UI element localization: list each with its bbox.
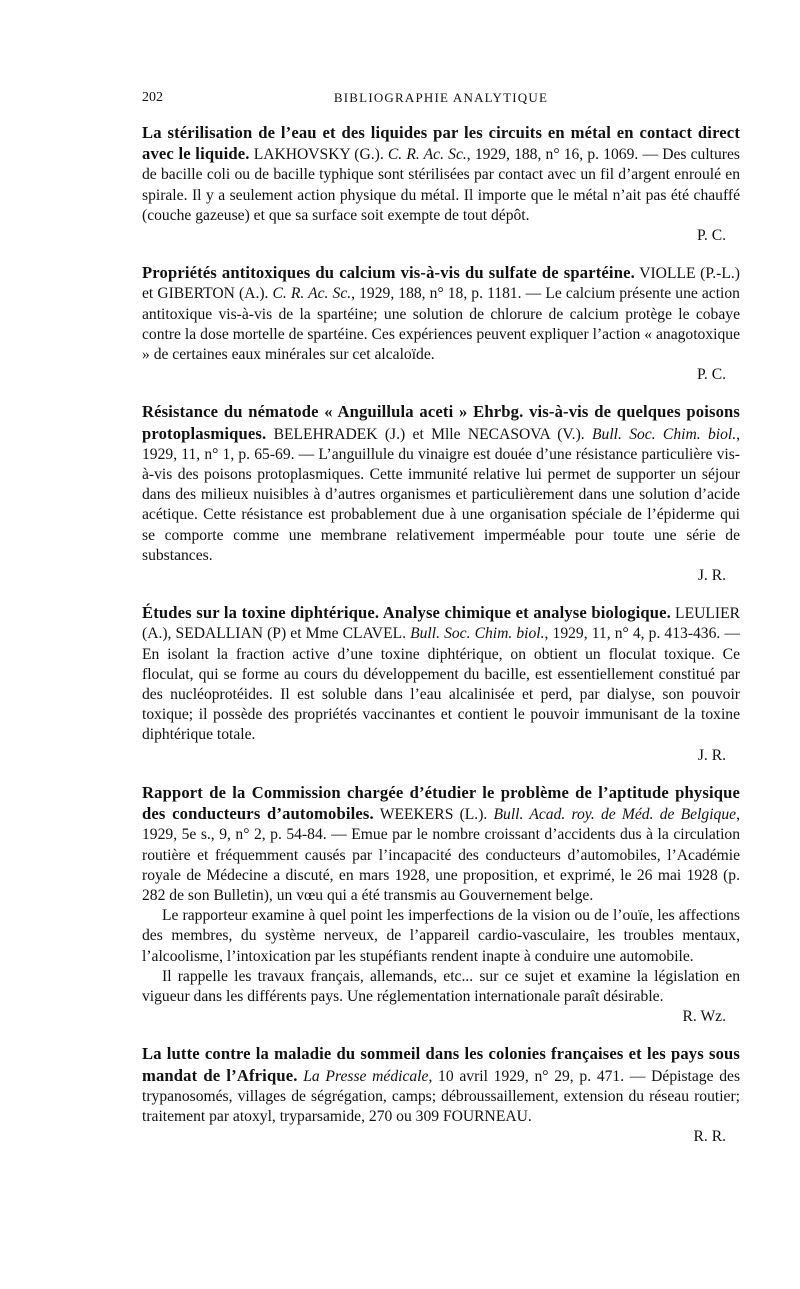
bibliography-list <box>142 123 740 1164</box>
page-number: 202 <box>142 90 163 105</box>
entry-title: La stérilisation de l’eau et des liquides par les circuits en métal en contact direct avec le liquide. <box>142 123 740 164</box>
entry-authors: BELEHRADEK (J.) et Mlle NECASOVA (V.). <box>266 425 592 443</box>
bibliography-entry <box>142 783 740 1027</box>
entry-citation: , 1929, 11, n° 1, p. 65-69. <box>142 425 741 463</box>
entry-journal: Bull. Acad. roy. de Méd. de Belgique <box>493 806 737 824</box>
entry-journal: La Presse médicale <box>303 1067 429 1085</box>
entry-signature: R. R. <box>693 1128 726 1146</box>
entry-authors: WEEKERS (L.). <box>373 806 494 824</box>
entry-title: Études sur la toxine diphtérique. Analyse chimique et analyse biologique. <box>142 603 671 623</box>
entry-authors: LAKHOVSKY (G.). <box>249 146 388 164</box>
running-title: BIBLIOGRAPHIE ANALYTIQUE <box>333 90 549 105</box>
entry-signature: P. C. <box>696 366 726 384</box>
entry-journal: C. R. Ac. Sc. <box>387 146 467 164</box>
entry-abstract: — Dépistage des trypanosomés, villages de ségrégation, camps; débroussaillement, extension du réseau routier; traitement par atoxyl, tryparsamide, 270 ou 309 FOURNEAU. <box>142 1067 741 1125</box>
entry-abstract: — L’anguillule du vinaigre est douée d’une résistance particulière vis-à-vis des poisons protoplasmiques. Cette immunité relative lui permet de supporter un séjour dans des milieux nuisibles à d’autres organismes et particulièrement dans une solution d’acide acétique. Cette résistance est probablement due à une organisation spéciale de l’épiderme qui se comporte comme une membrane relativement imperméable pour toute une série de substances. <box>142 445 740 564</box>
entry-title: Résistance du nématode « Anguillula aceti » Ehrbg. vis-à-vis de quelques poisons protoplasmiques. <box>142 402 740 443</box>
bibliography-entry <box>142 603 740 766</box>
entry-abstract: — Le calcium présente une action antitoxique vis-à-vis de la spartéine; une solution de chlorure de calcium protège le cobaye contre la dose mortelle de spartéine. Ces expériences peuvent expliquer l’action « anagotoxique » de certaines eaux minérales sur cet alcaloïde. <box>142 285 740 364</box>
entry-authors: VIOLLE (P.-L.) et GIBERTON (A.). <box>142 265 740 303</box>
bibliography-entry <box>142 263 740 385</box>
bibliography-entry <box>142 123 740 246</box>
entry-paragraph: Le rapporteur examine à quel point les imperfections de la vision ou de l’ouïe, les affections des membres, du système nerveux, de l’appareil cardio-vasculaire, les troubles mentaux, l’alcoolisme, l’intoxication par les stupéfiants rendent inapte à conduire une automobile. <box>142 907 740 965</box>
entry-title: Propriétés antitoxiques du calcium vis-à-vis du sulfate de spartéine. <box>142 263 635 283</box>
entry-signature: J. R. <box>697 567 726 585</box>
bibliography-entry <box>142 1044 740 1147</box>
bibliography-entry <box>142 402 740 586</box>
entry-signature: J. R. <box>697 746 726 764</box>
entry-authors: LEULIER (A.), SEDALLIAN (P) et Mme CLAVEL. <box>142 605 740 643</box>
entry-abstract: — En isolant la fraction active d’une toxine diphtérique, on obtient un floculat toxique. Ce floculat, qui se forme au cours du développement du bacille, est essentiellement constitué par des nucléoprotéides. Il est soluble dans l’eau alcalinisée et perd, par dialyse, son pouvoir toxique; il possède des propriétés vaccinantes et contient le pouvoir immunisant de la toxine diphtérique totale. <box>142 625 740 744</box>
page-header <box>142 90 740 110</box>
entry-paragraph: Il rappelle les travaux français, allemands, etc... sur ce sujet et examine la législation en vigueur dans les différents pays. Une réglementation internationale paraît désirable. <box>142 967 740 1005</box>
entry-signature: P. C. <box>696 227 726 245</box>
entry-journal: C. R. Ac. Sc. <box>272 285 352 303</box>
entry-journal: Bull. Soc. Chim. biol. <box>410 625 545 643</box>
entry-journal: Bull. Soc. Chim. biol. <box>592 425 737 443</box>
entry-citation: , 10 avril 1929, n° 29, p. 471. <box>428 1067 625 1085</box>
entry-signature: R. Wz. <box>682 1008 726 1026</box>
entry-title: Rapport de la Commission chargée d’étudier le problème de l’aptitude physique des conducteurs d’automobiles. <box>142 782 740 824</box>
entry-abstract: — Des cultures de bacille coli ou de bacille typhique sont stérilisées par contact avec un fil d’argent enroulé en spirale. Il y a seulement action physique du métal. Il importe que le métal n’ait pas été chauffé (couche gazeuse) et que sa surface soit exempte de tout dépôt. <box>142 146 740 224</box>
entry-citation: , 1929, 5e s., 9, n° 2, p. 54-84. <box>142 806 740 844</box>
entry-abstract: — Emue par le nombre croissant d’accidents dus à la circulation routière et fréquemment causés par l’incapacité des conducteurs d’automobiles, l’Académie royale de Médecine a discuté, en mars 1928, une proposition, et exprimé, le 26 mai 1928 (p. 282 de son Bulletin), un vœu qui a été transmis au Gouvernement belge. <box>142 826 740 904</box>
entry-citation: , 1929, 11, n° 4, p. 413-436. <box>544 625 721 643</box>
entry-title: La lutte contre la maladie du sommeil dans les colonies françaises et les pays sous mandat de l’Afrique. <box>142 1044 740 1085</box>
entry-citation: , 1929, 188, n° 18, p. 1181. <box>351 285 522 303</box>
entry-citation: , 1929, 188, n° 16, p. 1069. <box>466 146 639 164</box>
